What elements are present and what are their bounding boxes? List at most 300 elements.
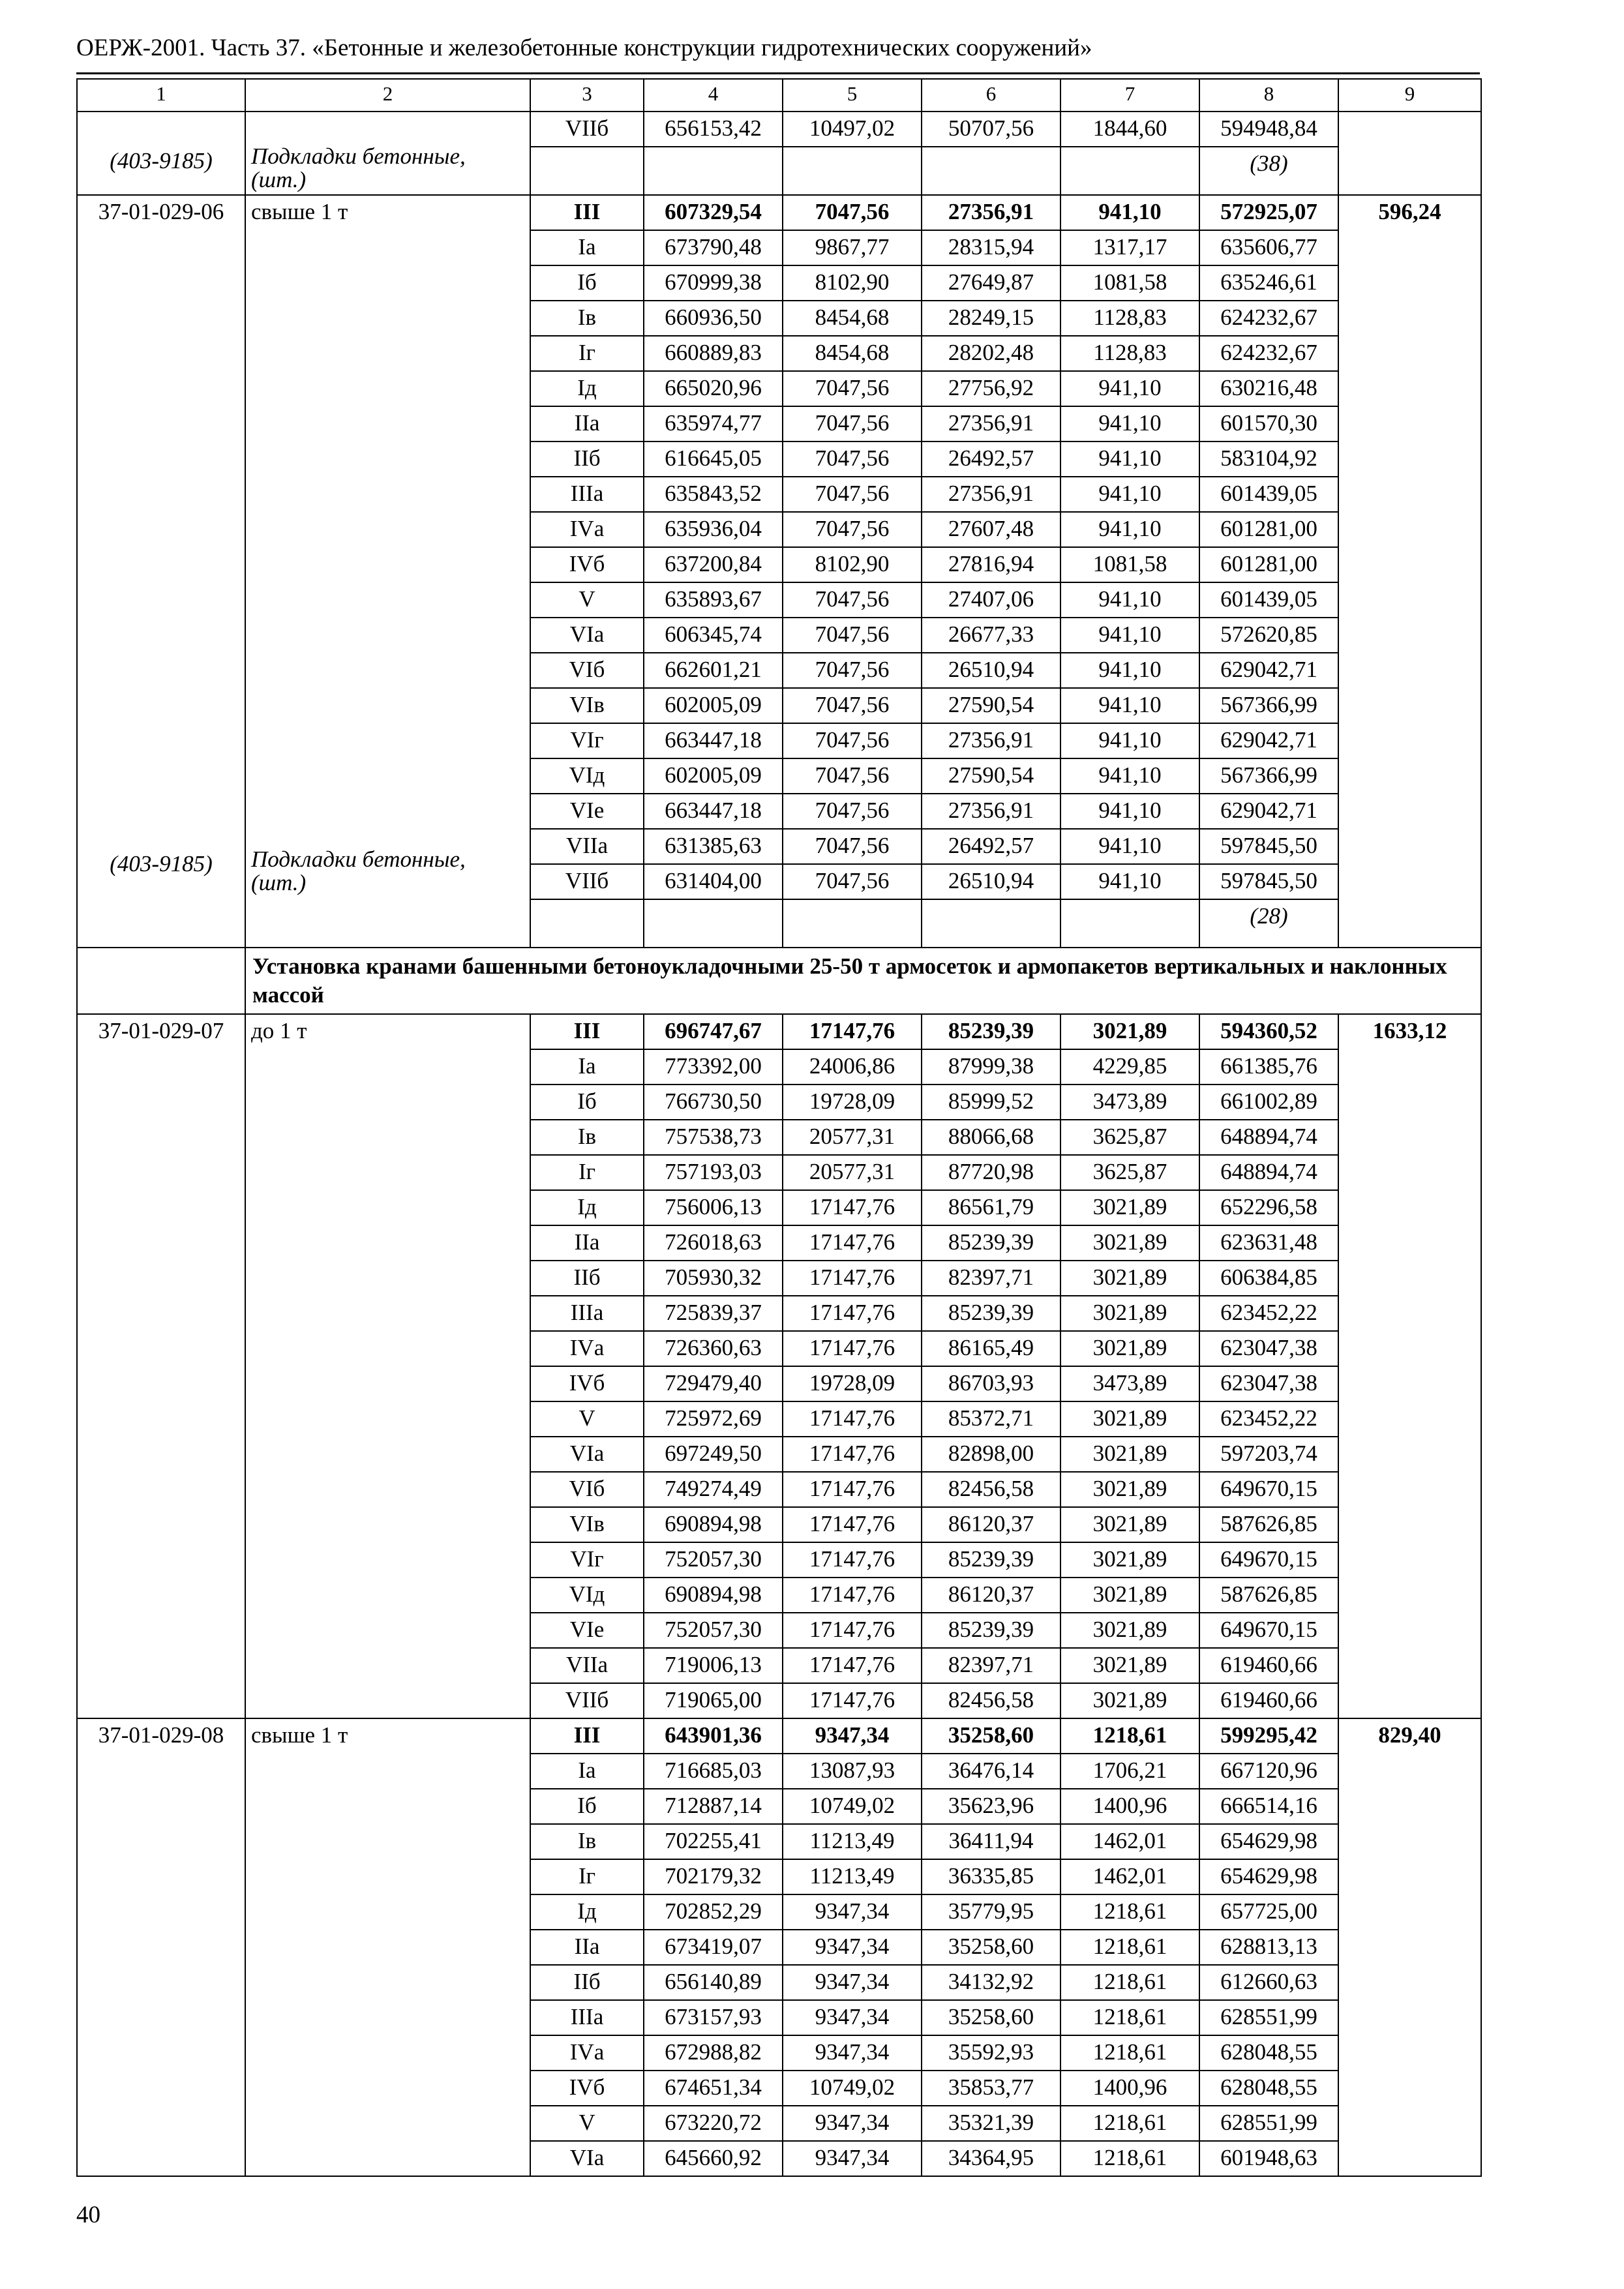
value-cell: 82397,71 [922, 1261, 1060, 1296]
spacer [251, 424, 526, 456]
value-cell: 702255,41 [644, 1824, 783, 1859]
value-cell: 660889,83 [644, 336, 783, 371]
value-cell: 649670,15 [1199, 1472, 1338, 1507]
rate-code-cell [77, 112, 245, 195]
value-cell: 601439,05 [1199, 477, 1338, 512]
zone-cell: III [530, 1014, 644, 1049]
spacer [251, 228, 526, 261]
value-cell: 1218,61 [1060, 1930, 1199, 1965]
zone-cell: IVб [530, 547, 644, 582]
zone-cell: IVа [530, 1331, 644, 1366]
value-cell: 635246,61 [1199, 265, 1338, 301]
value-cell: 1081,58 [1060, 547, 1199, 582]
value-cell: 619460,66 [1199, 1683, 1338, 1718]
rate-description: до 1 т [245, 1014, 530, 1718]
value-cell: 662601,21 [644, 653, 783, 688]
value-cell: 17147,76 [783, 1542, 922, 1578]
value-cell: 673220,72 [644, 2106, 783, 2141]
value-cell: 24006,86 [783, 1049, 922, 1085]
value-cell: 9867,77 [783, 230, 922, 265]
value-cell: 28315,94 [922, 230, 1060, 265]
col-header: 7 [1060, 79, 1199, 112]
zone-cell: Iд [530, 371, 644, 406]
value-cell: 643901,36 [644, 1718, 783, 1754]
zone-cell: VIд [530, 758, 644, 794]
value-cell: 729479,40 [644, 1366, 783, 1401]
section-title: Установка кранами башенными бетоноукладочными 25-50 т армосеток и армопакетов вертикальных и наклонных массой [245, 948, 1481, 1014]
value-cell: 602005,09 [644, 758, 783, 794]
value-cell: 17147,76 [783, 1578, 922, 1613]
value-cell: 645660,92 [644, 2141, 783, 2176]
value-cell: 35623,96 [922, 1789, 1060, 1824]
value-cell: 34132,92 [922, 1965, 1060, 2000]
value-cell: 7047,56 [783, 723, 922, 758]
value-cell: 7047,56 [783, 441, 922, 477]
value-cell: 657725,00 [1199, 1894, 1338, 1930]
value-cell: 666514,16 [1199, 1789, 1338, 1824]
spacer [251, 587, 526, 620]
value-cell: 624232,67 [1199, 336, 1338, 371]
value-cell: 27649,87 [922, 265, 1060, 301]
value-cell: 7047,56 [783, 618, 922, 653]
spacer [251, 391, 526, 424]
value-cell: 35258,60 [922, 1930, 1060, 1965]
page-number: 40 [76, 2202, 100, 2228]
value-cell: 672988,82 [644, 2035, 783, 2071]
value-cell: 619460,66 [1199, 1648, 1338, 1683]
value-cell: 567366,99 [1199, 688, 1338, 723]
value-cell: 702852,29 [644, 1894, 783, 1930]
value-cell: 635843,52 [644, 477, 783, 512]
value-cell: 17147,76 [783, 1648, 922, 1683]
value-cell: 35779,95 [922, 1894, 1060, 1930]
zone-cell: Iа [530, 1754, 644, 1789]
zone-cell: VIIб [530, 112, 644, 147]
value-cell: 941,10 [1060, 653, 1199, 688]
spacer [82, 750, 241, 783]
value-cell: 3021,89 [1060, 1014, 1199, 1049]
zone-cell: VIа [530, 618, 644, 653]
value-cell: 8102,90 [783, 547, 922, 582]
value-cell: 86561,79 [922, 1190, 1060, 1225]
value-cell: 8102,90 [783, 265, 922, 301]
col-header: 2 [245, 79, 530, 112]
value-cell: 656153,42 [644, 112, 783, 147]
zone-cell: VIг [530, 723, 644, 758]
value-cell: 3473,89 [1060, 1366, 1199, 1401]
value-cell: 597845,50 [1199, 864, 1338, 899]
value-cell: 1218,61 [1060, 1965, 1199, 2000]
zone-cell: VIа [530, 2141, 644, 2176]
value-cell: 594948,84 [1199, 112, 1338, 147]
value-cell: 11213,49 [783, 1824, 922, 1859]
value-cell: 1218,61 [1060, 1718, 1199, 1754]
value-cell: 36335,85 [922, 1859, 1060, 1894]
zone-cell: IIIа [530, 477, 644, 512]
value-cell: 7047,56 [783, 406, 922, 441]
value-cell: 26677,33 [922, 618, 1060, 653]
value-cell: 572620,85 [1199, 618, 1338, 653]
zone-cell: V [530, 582, 644, 618]
value-cell: 628551,99 [1199, 2106, 1338, 2141]
rate-code-cell [77, 195, 245, 948]
value-cell: 85239,39 [922, 1542, 1060, 1578]
zone-cell: IVб [530, 1366, 644, 1401]
table-row [77, 1718, 1481, 1754]
spacer [251, 620, 526, 652]
value-cell: 697249,50 [644, 1437, 783, 1472]
value-cell: 726018,63 [644, 1225, 783, 1261]
value-cell: 606345,74 [644, 618, 783, 653]
value-cell: 3021,89 [1060, 1472, 1199, 1507]
value-cell: 696747,67 [644, 1014, 783, 1049]
rate-description-cell [245, 195, 530, 948]
value-cell: 7047,56 [783, 195, 922, 230]
spacer [251, 326, 526, 359]
rate-code: 37-01-029-07 [77, 1014, 245, 1718]
value-cell: 35258,60 [922, 1718, 1060, 1754]
value-cell: 7047,56 [783, 794, 922, 829]
spacer [251, 815, 526, 848]
value-cell: 1400,96 [1060, 1789, 1199, 1824]
value-cell: 941,10 [1060, 688, 1199, 723]
value-cell: 26492,57 [922, 829, 1060, 864]
value-cell: 757538,73 [644, 1120, 783, 1155]
value-cell: 7047,56 [783, 829, 922, 864]
value-cell: 1218,61 [1060, 2000, 1199, 2035]
value-cell: 601281,00 [1199, 512, 1338, 547]
value-cell: 85239,39 [922, 1014, 1060, 1049]
value-cell: 27356,91 [922, 406, 1060, 441]
value-cell: 11213,49 [783, 1859, 922, 1894]
value-cell: 941,10 [1060, 477, 1199, 512]
zone-cell: IIб [530, 1965, 644, 2000]
rate-code-empty [82, 112, 241, 145]
value-cell: 35321,39 [922, 2106, 1060, 2141]
value-cell: 628813,13 [1199, 1930, 1338, 1965]
zone-cell: Iд [530, 1190, 644, 1225]
value-cell: 36411,94 [922, 1824, 1060, 1859]
value-cell: 594360,52 [1199, 1014, 1338, 1049]
value-cell: 3021,89 [1060, 1507, 1199, 1542]
value-cell: 583104,92 [1199, 441, 1338, 477]
value-cell: 86165,49 [922, 1331, 1060, 1366]
col-header: 6 [922, 79, 1060, 112]
value-cell: 85239,39 [922, 1225, 1060, 1261]
value-cell: 3021,89 [1060, 1613, 1199, 1648]
value-cell: 88066,68 [922, 1120, 1060, 1155]
spacer [82, 717, 241, 750]
value-cell: 661002,89 [1199, 1085, 1338, 1120]
value-cell: 637200,84 [644, 547, 783, 582]
value-cell: 673419,07 [644, 1930, 783, 1965]
value-cell [1060, 899, 1199, 948]
value-cell: 757193,03 [644, 1155, 783, 1190]
col9-value: 596,24 [1338, 195, 1481, 948]
value-cell: 656140,89 [644, 1965, 783, 2000]
zone-cell: VIе [530, 1613, 644, 1648]
value-cell [644, 899, 783, 948]
value-cell: 7047,56 [783, 688, 922, 723]
zone-cell: VIа [530, 1437, 644, 1472]
value-cell: 587626,85 [1199, 1578, 1338, 1613]
value-cell: 19728,09 [783, 1085, 922, 1120]
value-cell: 82397,71 [922, 1648, 1060, 1683]
value-cell: 3021,89 [1060, 1578, 1199, 1613]
value-cell: 628048,55 [1199, 2035, 1338, 2071]
value-cell: 712887,14 [644, 1789, 783, 1824]
value-cell: 85239,39 [922, 1613, 1060, 1648]
value-cell: 28249,15 [922, 301, 1060, 336]
value-cell: 7047,56 [783, 512, 922, 547]
value-cell: 752057,30 [644, 1542, 783, 1578]
value-cell: 1218,61 [1060, 2106, 1199, 2141]
value-cell: 3021,89 [1060, 1296, 1199, 1331]
spacer [251, 261, 526, 293]
zone-cell: Iг [530, 1859, 644, 1894]
value-cell: 3021,89 [1060, 1190, 1199, 1225]
rate-description-empty [251, 112, 526, 145]
zone-cell: Iв [530, 301, 644, 336]
spacer [82, 228, 241, 261]
spacer [82, 326, 241, 359]
value-cell: 648894,74 [1199, 1155, 1338, 1190]
value-cell: 690894,98 [644, 1578, 783, 1613]
zone-cell [530, 899, 644, 948]
value-cell: 673790,48 [644, 230, 783, 265]
zone-cell: IIб [530, 1261, 644, 1296]
value-cell: 87720,98 [922, 1155, 1060, 1190]
value-cell: 601281,00 [1199, 547, 1338, 582]
value-cell: 1706,21 [1060, 1754, 1199, 1789]
value-cell: 725972,69 [644, 1401, 783, 1437]
value-cell: 623047,38 [1199, 1331, 1338, 1366]
zone-cell: VIд [530, 1578, 644, 1613]
value-cell: 1317,17 [1060, 230, 1199, 265]
col-header: 8 [1199, 79, 1338, 112]
value-cell: 601570,30 [1199, 406, 1338, 441]
value-cell: 623452,22 [1199, 1401, 1338, 1437]
material-name: Подкладки бетонные, [251, 143, 466, 169]
zone-cell: V [530, 2106, 644, 2141]
rate-code: 37-01-029-08 [77, 1718, 245, 2176]
value-cell: 941,10 [1060, 371, 1199, 406]
zone-cell: IIа [530, 1225, 644, 1261]
col9-value [1338, 112, 1481, 195]
value-cell: 10749,02 [783, 1789, 922, 1824]
value-cell: 673157,93 [644, 2000, 783, 2035]
value-cell: 606384,85 [1199, 1261, 1338, 1296]
zone-cell: VIб [530, 653, 644, 688]
value-cell: 17147,76 [783, 1014, 922, 1049]
value-cell: 7047,56 [783, 477, 922, 512]
zone-cell: Iа [530, 230, 644, 265]
value-cell: 17147,76 [783, 1437, 922, 1472]
material-unit: (шт.) [251, 167, 307, 192]
spacer [82, 620, 241, 652]
value-cell: 941,10 [1060, 512, 1199, 547]
spacer [251, 293, 526, 326]
table-header-row [77, 79, 1481, 112]
value-cell: 3021,89 [1060, 1648, 1199, 1683]
value-cell [922, 899, 1060, 948]
value-cell: 719065,00 [644, 1683, 783, 1718]
value-cell: 27590,54 [922, 758, 1060, 794]
value-cell: 85372,71 [922, 1401, 1060, 1437]
zone-cell: Iг [530, 1155, 644, 1190]
value-cell: 773392,00 [644, 1049, 783, 1085]
value-cell: 17147,76 [783, 1507, 922, 1542]
zone-cell: Iб [530, 1085, 644, 1120]
value-cell: 690894,98 [644, 1507, 783, 1542]
value-cell: 654629,98 [1199, 1824, 1338, 1859]
value-cell: 86703,93 [922, 1366, 1060, 1401]
value-cell: 941,10 [1060, 758, 1199, 794]
zone-cell: Iг [530, 336, 644, 371]
spacer [82, 783, 241, 815]
value-cell: 9347,34 [783, 2106, 922, 2141]
zone-cell: IIа [530, 406, 644, 441]
value-cell: 716685,03 [644, 1754, 783, 1789]
value-cell: 17147,76 [783, 1190, 922, 1225]
value-cell: 8454,68 [783, 301, 922, 336]
value-cell: 17147,76 [783, 1261, 922, 1296]
title-rule [76, 72, 1480, 74]
value-cell: 17147,76 [783, 1683, 922, 1718]
value-cell: 82456,58 [922, 1472, 1060, 1507]
table-row [77, 1014, 1481, 1049]
value-cell: 631385,63 [644, 829, 783, 864]
value-cell: 9347,34 [783, 1718, 922, 1754]
value-cell: 35592,93 [922, 2035, 1060, 2071]
zone-cell: IIа [530, 1930, 644, 1965]
value-cell: 3021,89 [1060, 1331, 1199, 1366]
value-cell: 630216,48 [1199, 371, 1338, 406]
zone-cell: VIIа [530, 1648, 644, 1683]
value-cell: 635936,04 [644, 512, 783, 547]
value-cell: 27816,94 [922, 547, 1060, 582]
page-title: ОЕРЖ-2001. Часть 37. «Бетонные и железобетонные конструкции гидротехнических сооружений» [76, 35, 1092, 61]
value-cell: 8454,68 [783, 336, 922, 371]
value-cell: 756006,13 [644, 1190, 783, 1225]
value-cell: 629042,71 [1199, 794, 1338, 829]
spacer [251, 554, 526, 587]
spacer [251, 750, 526, 783]
value-cell: 3021,89 [1060, 1401, 1199, 1437]
spacer [251, 456, 526, 489]
spacer [82, 587, 241, 620]
zone-cell: VIIа [530, 829, 644, 864]
value-cell: 597203,74 [1199, 1437, 1338, 1472]
value-cell: 649670,15 [1199, 1613, 1338, 1648]
value-cell: 941,10 [1060, 723, 1199, 758]
value-cell [1060, 147, 1199, 195]
value-cell: 3625,87 [1060, 1120, 1199, 1155]
value-cell: 7047,56 [783, 371, 922, 406]
value-cell: 1128,83 [1060, 336, 1199, 371]
material-name: Подкладки бетонные, [251, 846, 466, 872]
value-cell: 663447,18 [644, 723, 783, 758]
table-body [77, 79, 1481, 2176]
value-cell: 623452,22 [1199, 1296, 1338, 1331]
value-cell: 82456,58 [922, 1683, 1060, 1718]
col-header: 4 [644, 79, 783, 112]
value-cell: 941,10 [1060, 618, 1199, 653]
zone-cell: Iб [530, 1789, 644, 1824]
value-cell: 629042,71 [1199, 653, 1338, 688]
value-cell: 702179,32 [644, 1859, 783, 1894]
value-cell: 28202,48 [922, 336, 1060, 371]
value-cell: 941,10 [1060, 195, 1199, 230]
value-cell: 27590,54 [922, 688, 1060, 723]
value-cell [783, 147, 922, 195]
value-cell: 635974,77 [644, 406, 783, 441]
value-cell: 1462,01 [1060, 1859, 1199, 1894]
spacer [251, 489, 526, 522]
value-cell: 661385,76 [1199, 1049, 1338, 1085]
value-cell: 766730,50 [644, 1085, 783, 1120]
value-cell: 7047,56 [783, 582, 922, 618]
value-cell: 654629,98 [1199, 1859, 1338, 1894]
value-cell: 27356,91 [922, 477, 1060, 512]
value-cell: 3021,89 [1060, 1261, 1199, 1296]
value-cell: 17147,76 [783, 1296, 922, 1331]
value-cell: 85999,52 [922, 1085, 1060, 1120]
spacer [251, 359, 526, 391]
value-cell: 674651,34 [644, 2071, 783, 2106]
value-cell: 1128,83 [1060, 301, 1199, 336]
zone-cell: III [530, 195, 644, 230]
value-cell: 87999,38 [922, 1049, 1060, 1085]
zone-cell: VIIб [530, 864, 644, 899]
value-cell [922, 147, 1060, 195]
value-cell: 9347,34 [783, 1965, 922, 2000]
value-cell: 17147,76 [783, 1613, 922, 1648]
zone-cell: VIв [530, 688, 644, 723]
zone-cell: VIг [530, 1542, 644, 1578]
value-cell: 1081,58 [1060, 265, 1199, 301]
value-cell: 9347,34 [783, 1930, 922, 1965]
value-cell: 631404,00 [644, 864, 783, 899]
value-cell: 10497,02 [783, 112, 922, 147]
value-cell: 719006,13 [644, 1648, 783, 1683]
value-cell: 587626,85 [1199, 1507, 1338, 1542]
spacer [251, 652, 526, 685]
spacer [251, 685, 526, 717]
value-cell: 7047,56 [783, 653, 922, 688]
spacer [82, 293, 241, 326]
value-cell: 663447,18 [644, 794, 783, 829]
value-cell: 26492,57 [922, 441, 1060, 477]
value-cell: 9347,34 [783, 1894, 922, 1930]
value-cell: 635893,67 [644, 582, 783, 618]
spacer [251, 717, 526, 750]
col9-value: 829,40 [1338, 1718, 1481, 2176]
value-cell: 3021,89 [1060, 1437, 1199, 1472]
value-cell: 27607,48 [922, 512, 1060, 547]
value-cell: 27356,91 [922, 723, 1060, 758]
value-cell: 17147,76 [783, 1225, 922, 1261]
material-qty: (28) [1199, 899, 1338, 948]
value-cell: 50707,56 [922, 112, 1060, 147]
value-cell: 623631,48 [1199, 1225, 1338, 1261]
value-cell: 1218,61 [1060, 1894, 1199, 1930]
spacer [82, 522, 241, 554]
value-cell: 601948,63 [1199, 2141, 1338, 2176]
value-cell: 607329,54 [644, 195, 783, 230]
value-cell: 86120,37 [922, 1507, 1060, 1542]
value-cell: 612660,63 [1199, 1965, 1338, 2000]
